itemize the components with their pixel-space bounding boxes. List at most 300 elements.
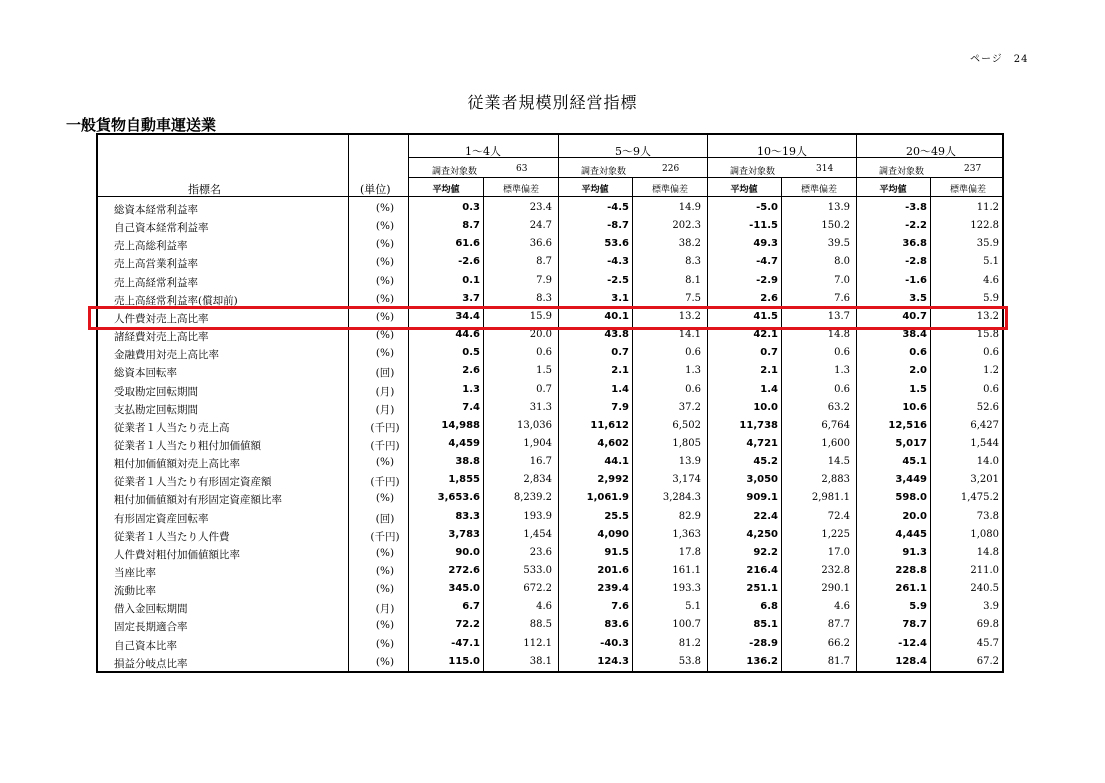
- indicator-name: 受取勘定回転期間: [114, 385, 198, 398]
- avg-value: 4,250: [746, 528, 778, 540]
- avg-value: 7.9: [611, 401, 629, 413]
- avg-value: 90.0: [455, 546, 480, 558]
- avg-value: 45.2: [753, 456, 778, 468]
- avg-value: 1,061.9: [586, 492, 629, 504]
- indicator-unit: (千円): [370, 439, 400, 452]
- avg-value: 6.7: [462, 601, 480, 613]
- sd-value: 82.9: [678, 510, 701, 522]
- indicator-unit: (%): [375, 310, 395, 323]
- indicator-unit: (%): [375, 583, 395, 596]
- avg-value: -2.2: [905, 220, 927, 232]
- avg-value: 4,090: [597, 528, 629, 540]
- sd-value: 5.1: [685, 601, 701, 613]
- avg-value: 4,721: [746, 437, 778, 449]
- highlight-box: [88, 306, 1008, 330]
- indicator-name: 人件費対粗付加価値額比率: [114, 548, 240, 561]
- indicator-unit: (%): [375, 546, 395, 559]
- sd-value: 66.2: [827, 637, 850, 649]
- avg-value: 1.4: [760, 383, 778, 395]
- sd-value: 13.7: [827, 310, 850, 322]
- sd-value: 1,475.2: [960, 492, 999, 504]
- avg-value: 0.6: [909, 347, 927, 359]
- table-row: [98, 453, 1002, 471]
- avg-value: 25.5: [604, 510, 629, 522]
- sd-value: 150.2: [821, 220, 850, 232]
- sd-header: 標準偏差: [949, 185, 986, 195]
- indicator-unit: (%): [375, 492, 395, 505]
- avg-value: 4,602: [597, 437, 629, 449]
- indicator-name: 従業者１人当たり粗付加価値額: [114, 439, 261, 452]
- avg-value: 115.0: [448, 655, 480, 667]
- sd-value: 240.5: [970, 583, 999, 595]
- indicator-unit: (%): [375, 456, 395, 469]
- avg-value: 78.7: [902, 619, 927, 631]
- avg-value: 5.9: [909, 601, 927, 613]
- avg-value: 12,516: [888, 419, 927, 431]
- avg-value: 41.5: [753, 310, 778, 322]
- indicator-unit: (%): [375, 274, 395, 287]
- avg-value: -3.8: [905, 202, 927, 213]
- indicator-name: 固定長期適合率: [114, 621, 188, 634]
- indicator-name: 金融費用対売上高比率: [114, 349, 219, 362]
- avg-value: 45.1: [902, 456, 927, 468]
- avg-value: 40.7: [902, 310, 927, 322]
- sd-value: 23.4: [529, 202, 552, 213]
- avg-value: 40.1: [604, 310, 629, 322]
- sd-value: 290.1: [821, 583, 850, 595]
- indicator-unit: (%): [375, 347, 395, 360]
- sd-value: 14.9: [678, 202, 701, 213]
- avg-value: 44.6: [455, 329, 480, 341]
- table-row: [98, 653, 1002, 671]
- avg-value: 91.5: [604, 546, 629, 558]
- sd-value: 67.2: [976, 655, 999, 667]
- indicator-unit: (月): [375, 603, 395, 616]
- indicator-name: 有形固定資産回転率: [114, 512, 209, 525]
- sd-value: 14.1: [678, 329, 701, 341]
- avg-value: 0.5: [462, 347, 480, 359]
- sd-value: 24.7: [529, 220, 552, 232]
- sd-value: 0.6: [685, 383, 701, 395]
- table-row: [98, 381, 1002, 399]
- sd-value: 20.0: [529, 329, 552, 341]
- avg-value: 83.3: [455, 510, 480, 522]
- count-label: 調査対象数: [432, 167, 478, 177]
- avg-value: 10.6: [902, 401, 927, 413]
- avg-value: 6.8: [760, 601, 778, 613]
- sd-value: 1.2: [983, 365, 999, 377]
- sd-value: 7.6: [834, 292, 850, 304]
- avg-value: 128.4: [895, 655, 927, 667]
- table-row: [98, 580, 1002, 598]
- avg-value: -11.5: [749, 220, 778, 232]
- avg-value: 38.8: [455, 456, 480, 468]
- avg-value: 0.7: [760, 347, 778, 359]
- table-row: [98, 544, 1002, 562]
- sd-value: 1.3: [834, 365, 850, 377]
- avg-value: 136.2: [746, 655, 778, 667]
- sd-value: 15.9: [529, 310, 552, 322]
- indicator-name: 自己資本比率: [114, 639, 177, 652]
- sd-value: 45.7: [976, 637, 999, 649]
- indicator-name: 人件費対売上高比率: [114, 312, 209, 325]
- sd-value: 8.0: [834, 256, 850, 268]
- sd-value: 4.6: [834, 601, 850, 613]
- indicator-table: [96, 133, 1004, 673]
- sd-header: 標準偏差: [800, 185, 837, 195]
- avg-value: 53.6: [604, 238, 629, 250]
- sd-value: 23.6: [529, 546, 552, 558]
- sd-value: 8.7: [536, 256, 552, 268]
- avg-value: 85.1: [753, 619, 778, 631]
- indicator-unit: (%): [375, 202, 395, 214]
- indicator-name: 支払勘定回転期間: [114, 403, 198, 416]
- sd-value: 52.6: [976, 401, 999, 413]
- table-row: [98, 635, 1002, 653]
- sd-value: 53.8: [678, 655, 701, 667]
- avg-value: -28.9: [749, 637, 778, 649]
- indicator-name: 従業者１人当たり売上高: [114, 421, 230, 434]
- avg-value: 42.1: [753, 329, 778, 341]
- sd-value: 0.6: [834, 383, 850, 395]
- sd-value: 13,036: [517, 419, 552, 431]
- group-1-count: 63: [516, 164, 528, 174]
- avg-value: 1.4: [611, 383, 629, 395]
- table-row: [98, 362, 1002, 380]
- sd-value: 3,174: [672, 474, 701, 486]
- indicator-unit: (%): [375, 565, 395, 577]
- sd-value: 0.7: [536, 383, 552, 395]
- sd-value: 13.9: [827, 202, 850, 213]
- sd-value: 193.9: [523, 510, 552, 522]
- sd-value: 1,080: [970, 528, 999, 540]
- sd-value: 202.3: [672, 220, 701, 232]
- sd-header: 標準偏差: [651, 185, 688, 195]
- avg-value: 3,050: [746, 474, 778, 486]
- avg-value: 0.7: [611, 347, 629, 359]
- avg-header: 平均値: [879, 185, 907, 195]
- indicator-name: 借入金回転期間: [114, 603, 188, 616]
- table-row: [98, 616, 1002, 634]
- sd-value: 1.5: [536, 365, 552, 377]
- avg-value: 228.8: [895, 565, 927, 576]
- count-label: 調査対象数: [879, 167, 925, 177]
- industry-label: 一般貨物自動車運送業: [66, 116, 217, 134]
- sd-value: 2,981.1: [811, 492, 850, 504]
- avg-value: -47.1: [451, 637, 480, 649]
- count-label: 調査対象数: [581, 167, 627, 177]
- indicator-unit: (%): [375, 619, 395, 632]
- sd-value: 5.1: [983, 256, 999, 268]
- indicator-name: 売上高経常利益率: [114, 276, 198, 289]
- sd-value: 17.8: [678, 546, 701, 558]
- indicator-unit: (%): [375, 655, 395, 668]
- sd-value: 87.7: [827, 619, 850, 631]
- sd-value: 38.1: [529, 655, 552, 667]
- group-2-count: 226: [662, 164, 680, 174]
- sd-value: 8.3: [685, 256, 701, 268]
- avg-value: 216.4: [746, 565, 778, 576]
- avg-value: -4.5: [607, 202, 629, 213]
- avg-value: 598.0: [895, 492, 927, 504]
- group-3-count: 314: [816, 164, 834, 174]
- sd-value: 1,454: [523, 528, 552, 540]
- avg-value: 0.1: [462, 274, 480, 286]
- table-row: [98, 235, 1002, 253]
- sd-value: 2,834: [523, 474, 552, 486]
- indicator-name: 粗付加価値額対売上高比率: [114, 458, 240, 471]
- avg-value: 3,449: [895, 474, 927, 486]
- sd-value: 7.0: [834, 274, 850, 286]
- avg-value: -8.7: [607, 220, 629, 232]
- avg-value: 34.4: [455, 310, 480, 322]
- avg-value: 2.6: [760, 292, 778, 304]
- sd-value: 15.8: [976, 329, 999, 341]
- avg-value: 2,992: [597, 474, 629, 486]
- indicator-unit: (回): [375, 367, 395, 380]
- sd-value: 2,883: [821, 474, 850, 486]
- sd-value: 35.9: [976, 238, 999, 250]
- sd-value: 7.9: [536, 274, 552, 286]
- sd-value: 17.0: [827, 546, 850, 558]
- avg-value: -2.8: [905, 256, 927, 268]
- avg-value: 124.3: [597, 655, 629, 667]
- avg-value: 272.6: [448, 565, 480, 576]
- sd-value: 672.2: [523, 583, 552, 595]
- sd-value: 37.2: [678, 401, 701, 413]
- indicator-name: 損益分岐点比率: [114, 657, 188, 670]
- sd-value: 0.6: [983, 383, 999, 395]
- avg-value: 1.3: [462, 383, 480, 395]
- sd-value: 100.7: [672, 619, 701, 631]
- page-number: ページ 24: [970, 54, 1029, 65]
- sd-value: 81.7: [827, 655, 850, 667]
- sd-value: 73.8: [976, 510, 999, 522]
- table-row: [98, 471, 1002, 489]
- avg-value: 10.0: [753, 401, 778, 413]
- avg-value: 11,738: [739, 419, 778, 431]
- avg-value: -1.6: [905, 274, 927, 286]
- sd-value: 112.1: [523, 637, 552, 649]
- table-row: [98, 417, 1002, 435]
- sd-value: 8,239.2: [513, 492, 552, 504]
- group-3-label: 10～19人: [757, 145, 807, 158]
- sd-value: 13.2: [678, 310, 701, 322]
- avg-value: -4.3: [607, 256, 629, 268]
- sd-value: 4.6: [536, 601, 552, 613]
- avg-value: 61.6: [455, 238, 480, 250]
- table-row: [98, 344, 1002, 362]
- avg-value: 72.2: [455, 619, 480, 631]
- indicator-unit: (%): [375, 292, 395, 305]
- count-label: 調査対象数: [730, 167, 776, 177]
- indicator-column-header: 指標名: [188, 183, 221, 196]
- sd-value: 14.0: [976, 456, 999, 468]
- table-row: [98, 508, 1002, 526]
- indicator-unit: (%): [375, 256, 395, 269]
- group-4-label: 20～49人: [906, 145, 956, 158]
- avg-value: -2.5: [607, 274, 629, 286]
- avg-value: 201.6: [597, 565, 629, 576]
- indicator-name: 総資本回転率: [114, 367, 177, 380]
- avg-value: -2.6: [458, 256, 480, 268]
- avg-value: 345.0: [448, 583, 480, 595]
- sd-value: 0.6: [685, 347, 701, 359]
- sd-value: 1,805: [672, 437, 701, 449]
- avg-value: 92.2: [753, 546, 778, 558]
- indicator-name: 流動比率: [114, 585, 156, 598]
- table-row: [98, 199, 1002, 217]
- table-row: [98, 217, 1002, 235]
- sd-value: 5.9: [983, 292, 999, 304]
- sd-value: 14.5: [827, 456, 850, 468]
- sd-value: 31.3: [529, 401, 552, 413]
- indicator-unit: (%): [375, 220, 395, 233]
- avg-value: 36.8: [902, 238, 927, 250]
- indicator-unit: (%): [375, 329, 395, 342]
- indicator-name: 従業者１人当たり人件費: [114, 530, 230, 543]
- sd-value: 13.9: [678, 456, 701, 468]
- sd-value: 122.8: [970, 220, 999, 232]
- indicator-name: 従業者１人当たり有形固定資産額: [114, 476, 272, 489]
- indicator-name: 売上高総利益率: [114, 240, 188, 253]
- indicator-unit: (千円): [370, 421, 400, 434]
- table-row: [98, 526, 1002, 544]
- avg-value: 38.4: [902, 329, 927, 341]
- table-row: [98, 435, 1002, 453]
- avg-value: 44.1: [604, 456, 629, 468]
- avg-value: 11,612: [590, 419, 629, 431]
- sd-value: 3,284.3: [662, 492, 701, 504]
- indicator-name: 粗付加価値額対有形固定資産額比率: [114, 494, 282, 507]
- table-row: [98, 489, 1002, 507]
- avg-value: 909.1: [746, 492, 778, 504]
- sd-value: 6,427: [970, 419, 999, 431]
- avg-value: 49.3: [753, 238, 778, 250]
- indicator-unit: (千円): [370, 530, 400, 543]
- avg-value: 251.1: [746, 583, 778, 595]
- avg-header: 平均値: [432, 185, 460, 195]
- sd-value: 0.6: [983, 347, 999, 359]
- sd-value: 38.2: [678, 238, 701, 250]
- sd-value: 1.3: [685, 365, 701, 377]
- avg-value: 7.6: [611, 601, 629, 613]
- avg-value: 2.0: [909, 365, 927, 377]
- group-1-label: 1～4人: [465, 145, 501, 158]
- indicator-unit: (回): [375, 512, 395, 525]
- group-2-label: 5～9人: [615, 145, 651, 158]
- sd-value: 8.3: [536, 292, 552, 304]
- avg-value: 5,017: [895, 437, 927, 449]
- avg-value: 43.8: [604, 329, 629, 341]
- indicator-name: 売上高経常利益率(償却前): [114, 294, 238, 307]
- sd-value: 69.8: [976, 619, 999, 631]
- avg-header: 平均値: [730, 185, 758, 195]
- sd-value: 193.3: [672, 583, 701, 595]
- page-title: 従業者規模別経営指標: [467, 93, 638, 112]
- sd-header: 標準偏差: [502, 185, 539, 195]
- sd-value: 0.6: [536, 347, 552, 359]
- avg-value: 2.6: [462, 365, 480, 377]
- indicator-unit: (月): [375, 385, 395, 398]
- avg-value: 83.6: [604, 619, 629, 631]
- avg-value: 3.7: [462, 292, 480, 304]
- indicator-name: 当座比率: [114, 567, 156, 579]
- avg-value: 20.0: [902, 510, 927, 522]
- sd-value: 14.8: [827, 329, 850, 341]
- table-row: [98, 399, 1002, 417]
- avg-value: 4,445: [895, 528, 927, 540]
- sd-value: 1,544: [970, 437, 999, 449]
- avg-value: 14,988: [441, 419, 480, 431]
- avg-header: 平均値: [581, 185, 609, 195]
- sd-value: 14.8: [976, 546, 999, 558]
- table-row: [98, 562, 1002, 580]
- sd-value: 1,363: [672, 528, 701, 540]
- avg-value: -12.4: [898, 637, 927, 649]
- indicator-unit: (%): [375, 238, 395, 251]
- sd-value: 1,904: [523, 437, 552, 449]
- avg-value: -5.0: [756, 202, 778, 213]
- avg-value: 3,783: [448, 528, 480, 540]
- avg-value: -40.3: [600, 637, 629, 649]
- sd-value: 63.2: [827, 401, 850, 413]
- sd-value: 232.8: [821, 565, 850, 576]
- avg-value: -4.7: [756, 256, 778, 268]
- sd-value: 36.6: [529, 238, 552, 250]
- avg-value: 2.1: [760, 365, 778, 377]
- sd-value: 8.1: [685, 274, 701, 286]
- avg-value: -2.9: [756, 274, 778, 286]
- indicator-name: 自己資本経常利益率: [114, 222, 209, 235]
- avg-value: 91.3: [902, 546, 927, 558]
- indicator-name: 諸経費対売上高比率: [114, 331, 209, 344]
- avg-value: 261.1: [895, 583, 927, 595]
- avg-value: 8.7: [462, 220, 480, 232]
- avg-value: 7.4: [462, 401, 480, 413]
- sd-value: 11.2: [976, 202, 999, 213]
- sd-value: 533.0: [523, 565, 552, 576]
- avg-value: 1.5: [909, 383, 927, 395]
- indicator-name: 売上高営業利益率: [114, 258, 198, 271]
- indicator-unit: (%): [375, 637, 395, 650]
- group-4-count: 237: [964, 164, 982, 174]
- sd-value: 7.5: [685, 292, 701, 304]
- table-row: [98, 598, 1002, 616]
- sd-value: 72.4: [827, 510, 850, 522]
- indicator-unit: (千円): [370, 476, 400, 489]
- avg-value: 239.4: [597, 583, 629, 595]
- sd-value: 161.1: [672, 565, 701, 576]
- sd-value: 1,225: [821, 528, 850, 540]
- avg-value: 2.1: [611, 365, 629, 377]
- avg-value: 22.4: [753, 510, 778, 522]
- sd-value: 6,502: [672, 419, 701, 431]
- table-row: [98, 272, 1002, 290]
- avg-value: 4,459: [448, 437, 480, 449]
- sd-value: 81.2: [678, 637, 701, 649]
- indicator-name: 総資本経常利益率: [114, 204, 198, 216]
- avg-value: 3.1: [611, 292, 629, 304]
- table-row: [98, 253, 1002, 271]
- sd-value: 4.6: [983, 274, 999, 286]
- sd-value: 3,201: [970, 474, 999, 486]
- sd-value: 211.0: [970, 565, 999, 576]
- sd-value: 0.6: [834, 347, 850, 359]
- sd-value: 1,600: [821, 437, 850, 449]
- avg-value: 0.3: [462, 202, 480, 213]
- sd-value: 3.9: [983, 601, 999, 613]
